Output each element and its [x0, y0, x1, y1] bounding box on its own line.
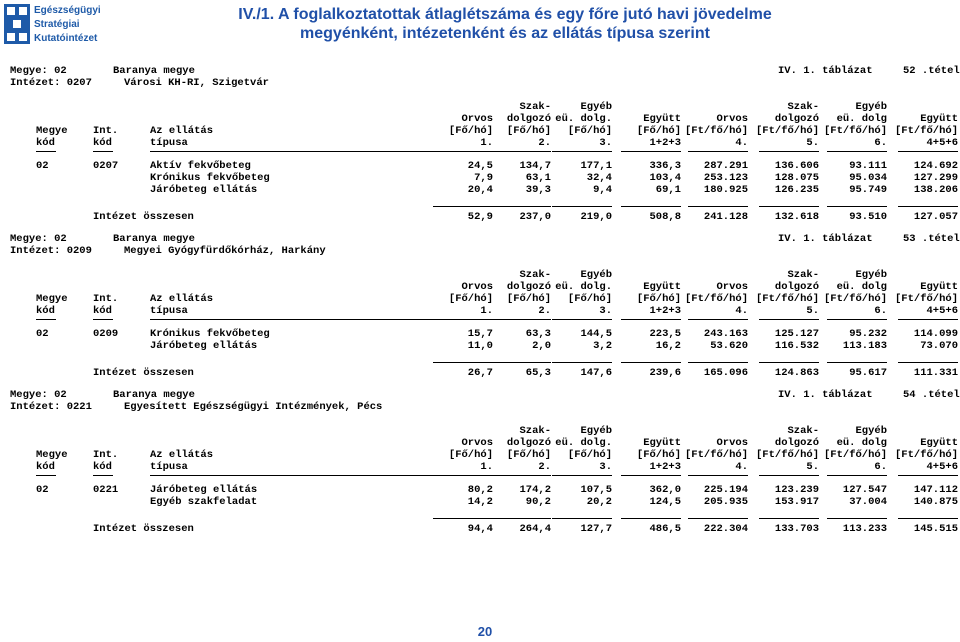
- row-value: 16,2: [655, 340, 681, 352]
- header-egyeb: Egyéb: [580, 269, 612, 281]
- header-eu-dolg2: eü. dolg: [836, 281, 887, 293]
- divider: [552, 206, 612, 207]
- row-value: 153.917: [774, 496, 819, 508]
- total-label: Intézet összesen: [93, 367, 194, 379]
- total-value: 111.331: [913, 367, 958, 379]
- divider: [150, 319, 435, 320]
- row-value: 103,4: [649, 172, 681, 184]
- row-value: 32,4: [586, 172, 612, 184]
- total-value: 127,7: [580, 523, 612, 535]
- header-unit-fo: [Fő/hó]: [567, 293, 612, 305]
- row-value: 124.692: [913, 160, 958, 172]
- header-egyutt: Együtt: [643, 113, 681, 125]
- divider: [93, 319, 113, 320]
- header-int: Int.: [93, 293, 119, 305]
- row-value: 93.111: [849, 160, 887, 172]
- row-value: 14,2: [467, 496, 493, 508]
- total-value: 147,6: [580, 367, 612, 379]
- divider: [491, 206, 551, 207]
- total-value: 65,3: [525, 367, 551, 379]
- row-value: 113.183: [842, 340, 887, 352]
- logo-line1: Egészségügyi: [34, 5, 101, 16]
- county-name: Baranya megye: [113, 389, 195, 401]
- header-orvos: Orvos: [461, 281, 493, 293]
- header-unit-fo: [Fő/hó]: [506, 293, 551, 305]
- row-value: 107,5: [580, 484, 612, 496]
- header-col-number: 2.: [538, 305, 551, 317]
- total-value: 127.057: [913, 211, 958, 223]
- divider: [621, 206, 681, 207]
- header-eu-dolg2: eü. dolg: [836, 113, 887, 125]
- row-value: 95.749: [849, 184, 887, 196]
- total-value: 241.128: [703, 211, 748, 223]
- row-value: 136.606: [774, 160, 819, 172]
- divider: [827, 475, 887, 476]
- row-value: 63,3: [525, 328, 551, 340]
- divider: [93, 151, 113, 152]
- header-egyeb: Egyéb: [580, 101, 612, 113]
- institution-name: Városi KH-RI, Szigetvár: [124, 77, 269, 89]
- row-value: 20,2: [586, 496, 612, 508]
- row-value: 126.235: [774, 184, 819, 196]
- row-value: 140.875: [913, 496, 958, 508]
- logo: [4, 4, 100, 48]
- row-county-code: 02: [36, 160, 49, 172]
- header-egyutt2: Együtt: [920, 281, 958, 293]
- header-egyutt2: Együtt: [920, 437, 958, 449]
- page-number: 20: [477, 624, 493, 639]
- divider: [552, 319, 612, 320]
- logo-line2: Stratégiai: [34, 19, 80, 30]
- divider: [898, 206, 958, 207]
- divider: [433, 319, 493, 320]
- header-dolgozo: dolgozó: [506, 113, 551, 125]
- header-kod: kód: [36, 461, 55, 473]
- header-unit-ft: [Ft/fő/hó]: [755, 125, 819, 137]
- header-egyutt2: Együtt: [920, 113, 958, 125]
- header-egyeb2: Egyéb: [855, 269, 887, 281]
- row-care-type: Járóbeteg ellátás: [150, 484, 258, 496]
- header-megye: Megye: [36, 449, 68, 461]
- header-unit-ft: [Ft/fő/hó]: [894, 293, 958, 305]
- header-col-number: 3.: [599, 461, 612, 473]
- county-label: Megye: 02: [10, 389, 67, 401]
- row-value: 362,0: [649, 484, 681, 496]
- header-unit-fo: [Fő/hó]: [636, 125, 681, 137]
- row-value: 15,7: [467, 328, 493, 340]
- header-unit-ft: [Ft/fő/hó]: [894, 449, 958, 461]
- header-unit-fo: [Fő/hó]: [567, 449, 612, 461]
- header-eu-dolg2: eü. dolg: [836, 437, 887, 449]
- header-col-number: 6.: [874, 137, 887, 149]
- logo-mark-icon: [4, 4, 30, 44]
- row-value: 147.112: [913, 484, 958, 496]
- row-value: 90,2: [525, 496, 551, 508]
- row-value: 205.935: [703, 496, 748, 508]
- item-ref: 52 .tétel: [903, 65, 960, 77]
- row-value: 95.232: [849, 328, 887, 340]
- county-name: Baranya megye: [113, 233, 195, 245]
- divider: [433, 206, 493, 207]
- institution-label: Intézet: 0209: [10, 245, 92, 257]
- header-unit-fo: [Fő/hó]: [506, 449, 551, 461]
- row-value: 63,1: [525, 172, 551, 184]
- header-col-number: 4.: [735, 461, 748, 473]
- divider: [759, 475, 819, 476]
- header-dolgozo2: dolgozó: [774, 113, 819, 125]
- divider: [759, 151, 819, 152]
- divider: [621, 319, 681, 320]
- total-value: 113.233: [842, 523, 887, 535]
- row-value: 128.075: [774, 172, 819, 184]
- header-szak2: Szak-: [787, 269, 819, 281]
- row-value: 243.163: [703, 328, 748, 340]
- row-value: 20,4: [467, 184, 493, 196]
- header-col-number: 1.: [480, 137, 493, 149]
- row-value: 73.070: [920, 340, 958, 352]
- header-col-number: 2.: [538, 137, 551, 149]
- divider: [827, 151, 887, 152]
- row-value: 174,2: [519, 484, 551, 496]
- row-institution-code: 0209: [93, 328, 119, 340]
- divider: [688, 475, 748, 476]
- row-care-type: Járóbeteg ellátás: [150, 340, 258, 352]
- row-value: 11,0: [467, 340, 493, 352]
- header-orvos: Orvos: [461, 113, 493, 125]
- divider: [36, 475, 56, 476]
- header-col-number: 1+2+3: [649, 137, 681, 149]
- row-value: 39,3: [525, 184, 551, 196]
- header-szak: Szak-: [519, 425, 551, 437]
- header-eu-dolg: eü. dolg.: [555, 113, 612, 125]
- header-unit-fo: [Fő/hó]: [567, 125, 612, 137]
- row-value: 225.194: [703, 484, 748, 496]
- county-label: Megye: 02: [10, 233, 67, 245]
- row-value: 253.123: [703, 172, 748, 184]
- divider: [688, 319, 748, 320]
- row-value: 69,1: [655, 184, 681, 196]
- header-eu-dolg: eü. dolg.: [555, 437, 612, 449]
- total-value: 486,5: [649, 523, 681, 535]
- total-value: 132.618: [774, 211, 819, 223]
- header-eu-dolg: eü. dolg.: [555, 281, 612, 293]
- header-egyeb: Egyéb: [580, 425, 612, 437]
- divider: [150, 475, 435, 476]
- header-orvos2: Orvos: [716, 437, 748, 449]
- header-unit-ft: [Ft/fő/hó]: [755, 293, 819, 305]
- row-value: 116.532: [774, 340, 819, 352]
- divider: [150, 151, 435, 152]
- row-value: 114.099: [913, 328, 958, 340]
- divider: [759, 206, 819, 207]
- header-szak2: Szak-: [787, 101, 819, 113]
- row-county-code: 02: [36, 484, 49, 496]
- page-title: [205, 5, 805, 43]
- header-tipusa: típusa: [150, 137, 188, 149]
- header-unit-fo: [Fő/hó]: [448, 125, 493, 137]
- divider: [827, 206, 887, 207]
- total-value: 508,8: [649, 211, 681, 223]
- header-unit-ft: [Ft/fő/hó]: [684, 125, 748, 137]
- total-value: 145.515: [913, 523, 958, 535]
- total-value: 52,9: [467, 211, 493, 223]
- header-szak: Szak-: [519, 269, 551, 281]
- header-col-number: 2.: [538, 461, 551, 473]
- divider: [759, 362, 819, 363]
- header-col-number: 5.: [806, 137, 819, 149]
- header-unit-ft: [Ft/fő/hó]: [823, 293, 887, 305]
- table-ref: IV. 1. táblázat: [778, 65, 873, 77]
- row-value: 80,2: [467, 484, 493, 496]
- divider: [688, 151, 748, 152]
- total-value: 165.096: [703, 367, 748, 379]
- logo-line3: Kutatóintézet: [34, 33, 98, 44]
- row-care-type: Aktív fekvőbeteg: [150, 160, 251, 172]
- header-col-number: 6.: [874, 461, 887, 473]
- header-az-ellatas: Az ellátás: [150, 125, 214, 137]
- divider: [491, 151, 551, 152]
- header-int: Int.: [93, 449, 119, 461]
- row-value: 180.925: [703, 184, 748, 196]
- divider: [93, 475, 113, 476]
- divider: [898, 362, 958, 363]
- divider: [491, 319, 551, 320]
- divider: [898, 151, 958, 152]
- header-orvos: Orvos: [461, 437, 493, 449]
- row-care-type: Krónikus fekvőbeteg: [150, 172, 270, 184]
- institution-label: Intézet: 0207: [10, 77, 92, 89]
- header-orvos2: Orvos: [716, 281, 748, 293]
- total-label: Intézet összesen: [93, 211, 194, 223]
- header-unit-fo: [Fő/hó]: [506, 125, 551, 137]
- divider: [433, 518, 493, 519]
- header-col-number: 4+5+6: [926, 137, 958, 149]
- row-value: 123.239: [774, 484, 819, 496]
- row-value: 9,4: [593, 184, 612, 196]
- divider: [552, 518, 612, 519]
- header-col-number: 5.: [806, 461, 819, 473]
- institution-name: Megyei Gyógyfürdőkórház, Harkány: [124, 245, 326, 257]
- header-szak2: Szak-: [787, 425, 819, 437]
- divider: [898, 319, 958, 320]
- header-unit-fo: [Fő/hó]: [448, 449, 493, 461]
- divider: [36, 319, 56, 320]
- header-col-number: 6.: [874, 305, 887, 317]
- total-value: 124.863: [774, 367, 819, 379]
- header-dolgozo: dolgozó: [506, 437, 551, 449]
- header-col-number: 1+2+3: [649, 461, 681, 473]
- header-col-number: 3.: [599, 305, 612, 317]
- row-value: 287.291: [703, 160, 748, 172]
- row-county-code: 02: [36, 328, 49, 340]
- total-value: 264,4: [519, 523, 551, 535]
- header-unit-fo: [Fő/hó]: [636, 449, 681, 461]
- divider: [621, 362, 681, 363]
- divider: [759, 518, 819, 519]
- header-az-ellatas: Az ellátás: [150, 293, 214, 305]
- row-value: 125.127: [774, 328, 819, 340]
- total-value: 26,7: [467, 367, 493, 379]
- row-institution-code: 0221: [93, 484, 119, 496]
- row-value: 127.547: [842, 484, 887, 496]
- row-value: 24,5: [467, 160, 493, 172]
- divider: [688, 362, 748, 363]
- header-szak: Szak-: [519, 101, 551, 113]
- total-value: 93.510: [849, 211, 887, 223]
- total-label: Intézet összesen: [93, 523, 194, 535]
- table-ref: IV. 1. táblázat: [778, 233, 873, 245]
- divider: [552, 362, 612, 363]
- total-value: 94,4: [467, 523, 493, 535]
- header-unit-ft: [Ft/fő/hó]: [755, 449, 819, 461]
- total-value: 222.304: [703, 523, 748, 535]
- header-col-number: 3.: [599, 137, 612, 149]
- header-col-number: 1.: [480, 305, 493, 317]
- row-care-type: Krónikus fekvőbeteg: [150, 328, 270, 340]
- divider: [827, 319, 887, 320]
- county-label: Megye: 02: [10, 65, 67, 77]
- divider: [491, 518, 551, 519]
- row-value: 7,9: [474, 172, 493, 184]
- header-tipusa: típusa: [150, 305, 188, 317]
- divider: [827, 518, 887, 519]
- header-egyutt: Együtt: [643, 281, 681, 293]
- header-unit-ft: [Ft/fő/hó]: [684, 449, 748, 461]
- header-egyutt: Együtt: [643, 437, 681, 449]
- divider: [898, 518, 958, 519]
- header-dolgozo2: dolgozó: [774, 437, 819, 449]
- total-value: 95.617: [849, 367, 887, 379]
- header-unit-ft: [Ft/fő/hó]: [823, 125, 887, 137]
- divider: [621, 518, 681, 519]
- row-value: 124,5: [649, 496, 681, 508]
- title-line1: IV./1. A foglalkoztatottak átlaglétszáma és egy főre jutó havi jövedelme: [238, 6, 772, 23]
- header-col-number: 4+5+6: [926, 305, 958, 317]
- total-value: 239,6: [649, 367, 681, 379]
- divider: [688, 206, 748, 207]
- row-value: 53.620: [710, 340, 748, 352]
- row-value: 3,2: [593, 340, 612, 352]
- header-orvos2: Orvos: [716, 113, 748, 125]
- header-col-number: 4.: [735, 137, 748, 149]
- divider: [491, 362, 551, 363]
- divider: [36, 151, 56, 152]
- header-megye: Megye: [36, 125, 68, 137]
- divider: [827, 362, 887, 363]
- row-value: 138.206: [913, 184, 958, 196]
- header-col-number: 1.: [480, 461, 493, 473]
- header-unit-ft: [Ft/fő/hó]: [684, 293, 748, 305]
- header-dolgozo2: dolgozó: [774, 281, 819, 293]
- header-col-number: 5.: [806, 305, 819, 317]
- header-col-number: 1+2+3: [649, 305, 681, 317]
- divider: [552, 475, 612, 476]
- header-unit-ft: [Ft/fő/hó]: [823, 449, 887, 461]
- header-col-number: 4+5+6: [926, 461, 958, 473]
- header-unit-fo: [Fő/hó]: [448, 293, 493, 305]
- divider: [433, 362, 493, 363]
- row-value: 37.004: [849, 496, 887, 508]
- divider: [552, 151, 612, 152]
- table-ref: IV. 1. táblázat: [778, 389, 873, 401]
- row-value: 144,5: [580, 328, 612, 340]
- row-value: 177,1: [580, 160, 612, 172]
- row-value: 223,5: [649, 328, 681, 340]
- row-care-type: Járóbeteg ellátás: [150, 184, 258, 196]
- header-kod: kód: [36, 137, 55, 149]
- divider: [688, 518, 748, 519]
- total-value: 237,0: [519, 211, 551, 223]
- divider: [621, 475, 681, 476]
- header-az-ellatas: Az ellátás: [150, 449, 214, 461]
- header-kod2: kód: [93, 461, 112, 473]
- row-value: 95.034: [849, 172, 887, 184]
- header-col-number: 4.: [735, 305, 748, 317]
- row-care-type: Egyéb szakfeladat: [150, 496, 258, 508]
- header-int: Int.: [93, 125, 119, 137]
- row-value: 127.299: [913, 172, 958, 184]
- header-megye: Megye: [36, 293, 68, 305]
- divider: [621, 151, 681, 152]
- row-value: 134,7: [519, 160, 551, 172]
- county-name: Baranya megye: [113, 65, 195, 77]
- institution-label: Intézet: 0221: [10, 401, 92, 413]
- divider: [898, 475, 958, 476]
- header-unit-ft: [Ft/fő/hó]: [894, 125, 958, 137]
- header-egyeb2: Egyéb: [855, 101, 887, 113]
- title-line2: megyénként, intézetenként és az ellátás típusa szerint: [300, 25, 710, 42]
- total-value: 133.703: [774, 523, 819, 535]
- header-kod: kód: [36, 305, 55, 317]
- row-value: 2,0: [532, 340, 551, 352]
- header-kod2: kód: [93, 137, 112, 149]
- institution-name: Egyesített Egészségügyi Intézmények, Pécs: [124, 401, 383, 413]
- divider: [433, 475, 493, 476]
- total-value: 219,0: [580, 211, 612, 223]
- divider: [433, 151, 493, 152]
- header-egyeb2: Egyéb: [855, 425, 887, 437]
- header-unit-fo: [Fő/hó]: [636, 293, 681, 305]
- row-value: 336,3: [649, 160, 681, 172]
- divider: [491, 475, 551, 476]
- header-dolgozo: dolgozó: [506, 281, 551, 293]
- divider: [759, 319, 819, 320]
- row-institution-code: 0207: [93, 160, 119, 172]
- header-kod2: kód: [93, 305, 112, 317]
- header-tipusa: típusa: [150, 461, 188, 473]
- item-ref: 54 .tétel: [903, 389, 960, 401]
- item-ref: 53 .tétel: [903, 233, 960, 245]
